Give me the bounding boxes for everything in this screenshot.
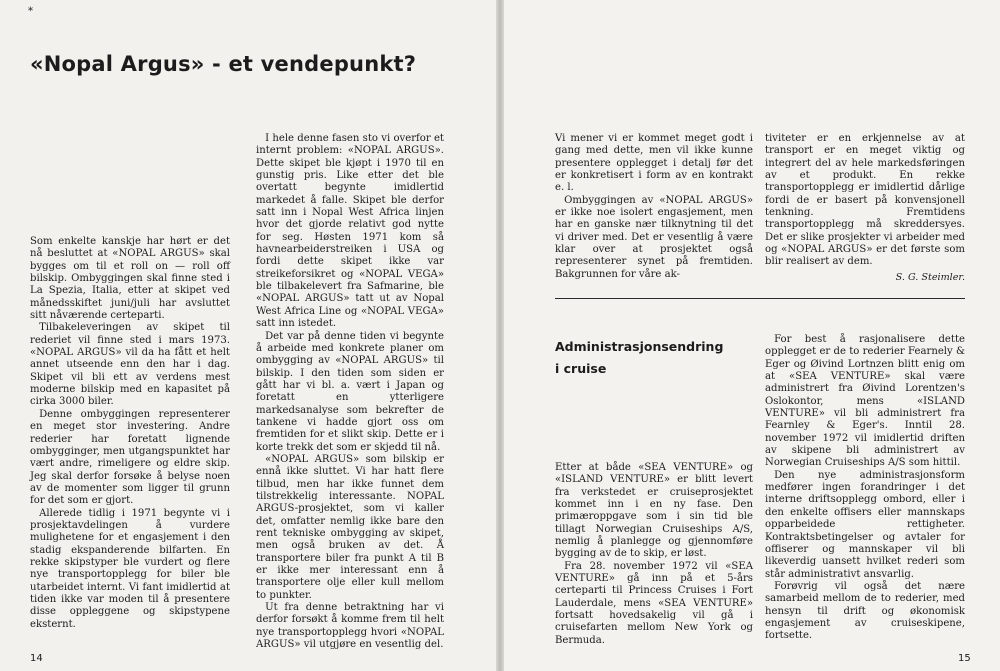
author-signature: S. G. Steimler.: [895, 272, 965, 283]
section-heading: [555, 336, 755, 380]
paragraph: Som enkelte kanskje har hørt er det nå besluttet at «NOPAL ARGUS» skal bygges om til et roll on — roll off bilskip. Ombyggingen skal finne sted i La Spezia, Italia, etter at skipet ved månedsskiftet juni/juli har avsluttet sitt nåværende certeparti.: [30, 236, 230, 322]
page-gutter: [496, 0, 504, 671]
right-page-column-4: [765, 334, 965, 643]
paragraph: Denne ombyggingen representerer en meget stor investering. Andre rederier har foretatt lignende ombygginger, men utgangspunktet har vært andre, rimeligere og eldre skip. Jeg skal derfor forsøke å belyse noen av de momenter som ligger til grunn for det som er gjort.: [30, 408, 230, 507]
page-mark: *: [28, 6, 33, 17]
right-page-column-1: [555, 133, 753, 281]
right-page-column-2: [765, 133, 965, 269]
paragraph: Det var på denne tiden vi begynte å arbeide med konkrete planer om ombygging av «NOPAL ARGUS» til bilskip. I den tiden som siden er gått har vi bl. a. vært i Japan og foretatt en ytterligere markedsanalyse som bekrefter de tankene vi hadde gjort oss om fremtiden for et slikt skip. Dette er i korte trekk det som er skjedd til nå.: [256, 330, 444, 453]
paragraph: For best å rasjonalisere dette opplegget er de to rederier Fearnely & Eger og Øivind Lortnzen blitt enig om at «SEA VENTURE» skal være administrert fra Øivind Lorentzen's Oslokontor, mens «ISLAND VENTURE» vil bli administrert fra Fearnley & Eger's. Inntil 28. november 1972 vil imidlertid driften av skipene bli administrert av Norwegian Cruiseships A/S som hittil.: [765, 334, 965, 469]
article-headline: «Nopal Argus» - et vendepunkt?: [30, 52, 417, 76]
left-page-column-2: [256, 133, 444, 651]
page-number-right: 15: [958, 653, 971, 664]
section-heading-line-1: Administrasjonsendring: [555, 339, 724, 354]
paragraph: Ombyggingen av «NOPAL ARGUS» er ikke noe isolert engasjement, men har en ganske nær tilknytning til det vi driver med. Det er vesentlig å være klar over at prosjektet også representerer synet på fremtiden. Bakgrunnen for våre ak-: [555, 194, 753, 280]
right-page-column-3: [555, 462, 753, 647]
page-number-left: 14: [30, 653, 43, 664]
paragraph: Tilbakeleveringen av skipet til rederiet vil finne sted i mars 1973. «NOPAL ARGUS» vil da ha fått et helt annet utseende enn den har i dag. Skipet vil bli ett av verdens mest moderne bilskip med en kapasitet på cirka 3000 biler.: [30, 322, 230, 408]
paragraph: Allerede tidlig i 1971 begynte vi i prosjektavdelingen å vurdere mulighetene for et engasjement i den stadig ekspanderende bilfarten. En rekke skipstyper ble vurdert og flere nye transportopplegg for biler ble utarbeidet internt. Vi fant imidlertid at tiden ikke var moden til å presentere disse oppleggene og skipstypene eksternt.: [30, 507, 230, 630]
paragraph: Forøvrig vil også det nære samarbeid mellom de to rederier, med hensyn til drift og økonomisk engasjement av cruiseskipene, fortsette.: [765, 580, 965, 642]
paragraph: tiviteter er en erkjennelse av at transport er en meget viktig og integrert del av hele markedsføringen av et produkt. En rekke transportopplegg er imidlertid dårlige fordi de er basert på konvensjonell tenkning. Fremtidens transportopplegg må skreddersyes. Det er slike prosjekter vi arbeider med og «NOPAL ARGUS» er det første som blir realisert av dem.: [765, 133, 965, 268]
paragraph: Ut fra denne betraktning har vi derfor forsøkt å komme frem til helt nye transportopplegg hvori «NOPAL ARGUS» vil utgjøre en vesentlig del.: [256, 602, 444, 651]
paragraph: Etter at både «SEA VENTURE» og «ISLAND VENTURE» er blitt levert fra verkstedet er cruiseprosjektet kommet inn i en ny fase. Den primæroppgave som i sin tid ble tillagt Norwegian Cruiseships A/S, nemlig å planlegge og gjennomføre bygging av de to skip, er løst.: [555, 462, 753, 560]
paragraph: Den nye administrasjonsform medfører ingen forandringer i det interne driftsopplegg ombord, eller i den enkelte offisers eller mannskaps opparbeidede rettigheter. Kontraktsbetingelser og avtaler for offiserer og mannskaper vil bli likeverdig uansett hvilket rederi som står administrativt ansvarlig.: [765, 469, 965, 580]
section-heading-line-2: i cruise: [555, 361, 607, 376]
paragraph: Fra 28. november 1972 vil «SEA VENTURE» gå inn på et 5-års certeparti til Princess Cruises i Fort Lauderdale, mens «SEA VENTURE» fortsatt hovedsakelig vil gå i cruisefarten mellom New York og Bermuda.: [555, 560, 753, 646]
paragraph: «NOPAL ARGUS» som bilskip er ennå ikke sluttet. Vi har hatt flere tilbud, men har ikke funnet dem tilstrekkelig interessante. NOPAL ARGUS-prosjektet, som vi kaller det, omfatter nemlig ikke bare den rent tekniske ombygging av skipet, men også bruken av det. Å transportere biler fra punkt A til B er ikke mer interessant enn å transportere olje eller kull mellom to punkter.: [256, 453, 444, 601]
paragraph: I hele denne fasen sto vi overfor et internt problem: «NOPAL ARGUS». Dette skipet ble kjøpt i 1970 til en gunstig pris. Like etter det ble overtatt begynte imidlertid markedet å falle. Skipet ble derfor satt inn i Nopal West Africa linjen hvor det gjorde relativt god nytte for seg. Høsten 1971 kom så havnearbeiderstreiken i USA og fordi dette skipet ikke var streikeforsikret og «NOPAL VEGA» ble tilbakelevert fra Safmarine, ble «NOPAL ARGUS» tatt ut av Nopal West Africa Line og «NOPAL VEGA» satt inn istedet.: [256, 133, 444, 330]
left-page-column-1: [30, 236, 230, 631]
section-divider: [555, 298, 965, 299]
paragraph: Vi mener vi er kommet meget godt i gang med dette, men vil ikke kunne presentere opplegget i detalj før det er konkretisert i form av en kontrakt e. l.: [555, 133, 753, 194]
